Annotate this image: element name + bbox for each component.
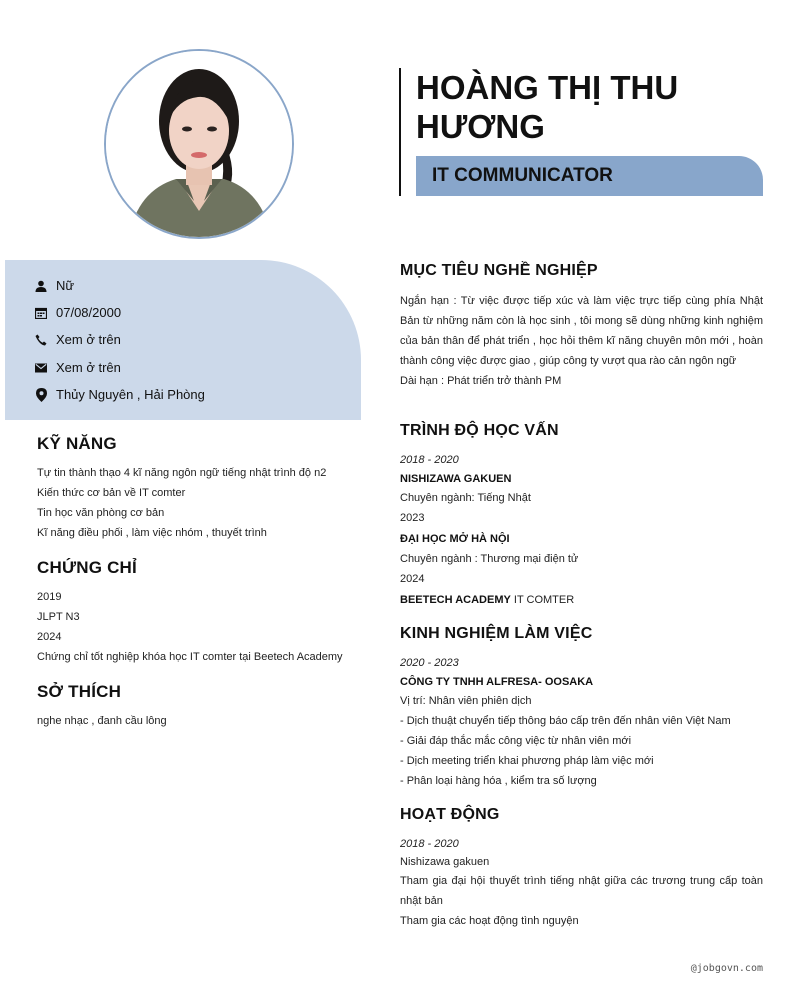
activities-period: 2018 - 2020	[400, 838, 459, 850]
education-title: TRÌNH ĐỘ HỌC VẤN	[400, 422, 559, 439]
gender-row	[34, 278, 74, 293]
experience-title: KINH NGHIỆM LÀM VIỆC	[400, 625, 593, 642]
education-school-2: ĐẠI HỌC MỞ HÀ NỘI	[400, 533, 510, 545]
hobbies-title: SỞ THÍCH	[37, 682, 122, 701]
skill-item: Kiến thức cơ bản về IT comter	[37, 487, 186, 499]
candidate-name	[416, 68, 776, 146]
education-school-3-row	[400, 594, 574, 606]
name-line-1: HOÀNG THỊ THU	[416, 69, 679, 106]
education-school-1: NISHIZAWA GAKUEN	[400, 473, 512, 485]
left-column	[0, 0, 380, 984]
experience-duty: - Dịch thuật chuyển tiếp thông báo cấp trên đến nhân viên Việt Nam	[400, 715, 731, 727]
address-row	[34, 387, 205, 402]
person-icon	[34, 279, 48, 293]
phone-row	[34, 332, 121, 347]
education-major-2: Chuyên ngành : Thương mại điện tử	[400, 553, 579, 565]
certificates-title: CHỨNG CHỈ	[37, 558, 137, 577]
hobbies-text: nghe nhạc , đanh cầu lông	[37, 715, 167, 727]
skill-item: Tự tin thành thạo 4 kĩ năng ngôn ngữ tiếng nhật trình độ n2	[37, 467, 327, 479]
education-major-1: Chuyên ngành: Tiếng Nhật	[400, 492, 531, 504]
mail-icon	[34, 361, 48, 375]
portrait-image	[106, 51, 294, 239]
skills-title: KỸ NĂNG	[37, 434, 117, 453]
activities-item-1: Tham gia đại hội thuyết trình tiếng nhật giữa các trương trung cấp toàn nhật bản	[400, 875, 763, 907]
birthday-value: 07/08/2000	[56, 305, 122, 320]
experience-duty: - Dịch meeting triển khai phương pháp làm việc mới	[400, 755, 654, 767]
calendar-icon	[34, 306, 48, 320]
education-school-3-suffix: IT COMTER	[510, 594, 575, 606]
name-accent-bar	[399, 68, 401, 196]
skill-item: Tin học văn phòng cơ bản	[37, 507, 165, 519]
role-banner	[416, 156, 763, 196]
phone-icon	[34, 333, 48, 347]
experience-position: Vị trí: Nhân viên phiên dịch	[400, 695, 532, 707]
education-year-2: 2023	[400, 512, 425, 524]
certificate-item: Chứng chỉ tốt nghiệp khóa học IT comter tại Beetech Academy	[37, 651, 343, 663]
activities-title: HOẠT ĐỘNG	[400, 806, 500, 823]
location-pin-icon	[34, 388, 48, 402]
profile-photo	[104, 49, 294, 239]
objective-short-term: Ngắn hạn : Từ việc được tiếp xúc và làm việc trực tiếp cùng phía Nhật Bản từ những năm còn là học sinh , tôi mong sẽ dùng những kinh nghiệm của bản thân để phát triển , học hỏi thêm kĩ năng chuyên môn mới , hoàn thành công việc được giao , giúp công ty vượt qua rào cản ngôn ngữ	[400, 295, 763, 367]
certificate-item: JLPT N3	[37, 611, 80, 623]
gender-value: Nữ	[56, 278, 75, 293]
birthday-row	[34, 305, 121, 320]
phone-value: Xem ở trên	[56, 332, 121, 347]
education-period: 2018 - 2020	[400, 454, 459, 466]
name-line-2: HƯƠNG	[416, 108, 545, 145]
certificate-item: 2024	[37, 631, 62, 643]
email-value: Xem ở trên	[56, 360, 121, 375]
objective-title: MỤC TIÊU NGHỀ NGHIỆP	[400, 262, 598, 279]
experience-duty: - Phân loại hàng hóa , kiểm tra số lượng	[400, 775, 597, 787]
footer-watermark: @jobgovn.com	[690, 963, 763, 974]
email-row	[34, 360, 121, 375]
education-year-3: 2024	[400, 573, 425, 585]
experience-period: 2020 - 2023	[400, 657, 459, 669]
education-school-3: BEETECH ACADEMY	[400, 594, 511, 606]
objective-long-term: Dài hạn : Phát triển trở thành PM	[400, 375, 562, 387]
address-value: Thủy Nguyên , Hải Phòng	[56, 387, 205, 402]
experience-company: CÔNG TY TNHH ALFRESA- OOSAKA	[400, 676, 594, 688]
experience-duty: - Giải đáp thắc mắc công việc từ nhân viên mới	[400, 735, 632, 747]
activities-item-2: Tham gia các hoạt động tình nguyện	[400, 915, 579, 927]
activities-org: Nishizawa gakuen	[400, 856, 490, 868]
skill-item: Kĩ năng điều phối , làm việc nhóm , thuyết trình	[37, 527, 267, 539]
role-title: IT COMMUNICATOR	[432, 165, 613, 186]
certificate-item: 2019	[37, 591, 62, 603]
